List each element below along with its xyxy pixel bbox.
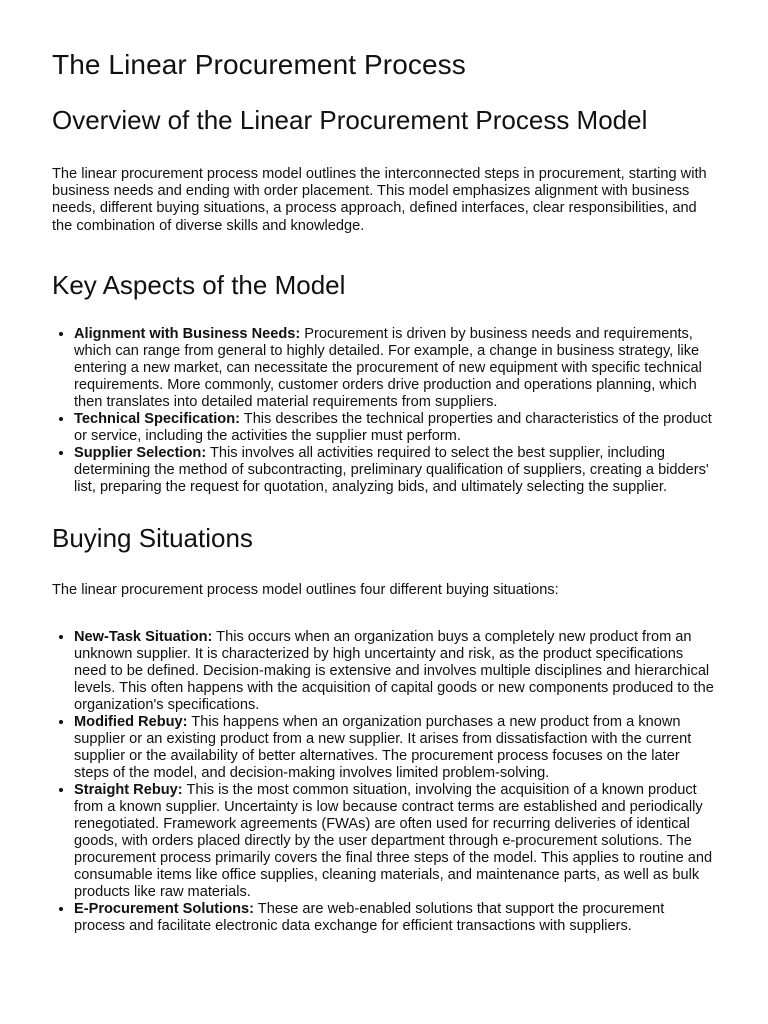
list-item-new-task <box>74 629 716 714</box>
list-item-term: Supplier Selection: <box>74 444 207 461</box>
list-item-text: This happens when an organization purchases a new product from a known supplier or an existing product from a new supplier. It arises from dissatisfaction with the current supplier or the availability of better alternatives. The procurement process focuses on the later steps of the model, and decision-making involves limited problem-solving. <box>74 714 692 782</box>
overview-paragraph: The linear procurement process model outlines the interconnected steps in procurement, starting with business needs and ending with order placement. This model emphasizes alignment with business needs, different buying situations, a process approach, defined interfaces, clear responsibilities, and the combination of diverse skills and knowledge. <box>52 166 707 234</box>
list-item-supplier-selection <box>74 445 716 496</box>
list-item-text: This involves all activities required to select the best supplier, including determining the method of subcontracting, preliminary qualification of suppliers, creating a bidders' list, preparing the request for quotation, analyzing bids, and ultimately selecting the supplier. <box>74 444 709 495</box>
list-item-straight-rebuy <box>74 782 716 901</box>
list-item-term: Technical Specification: <box>74 410 240 427</box>
list-item-modified-rebuy <box>74 714 716 782</box>
buying-situations-heading: Buying Situations <box>52 522 253 553</box>
list-item-term: New-Task Situation: <box>74 629 213 646</box>
list-item-alignment <box>74 326 716 411</box>
list-item-term: E-Procurement Solutions: <box>74 901 255 918</box>
list-item-technical-specification <box>74 411 716 445</box>
list-item-e-procurement <box>74 901 716 935</box>
list-item-text: This describes the technical properties and characteristics of the product or service, including the activities the supplier must perform. <box>74 410 712 444</box>
list-item-term: Straight Rebuy: <box>74 782 183 799</box>
buying-situations-intro: The linear procurement process model outlines four different buying situations: <box>52 581 559 598</box>
list-item-term: Alignment with Business Needs: <box>74 325 301 342</box>
list-item-text: Procurement is driven by business needs and requirements, which can range from general to highly detailed. For example, a change in business strategy, like entering a new market, can necessitate the procurement of new equipment with specific technical requirements. More commonly, customer orders drive production and operations planning, which then translates into detailed material requirements from suppliers. <box>74 325 702 410</box>
key-aspects-heading: Key Aspects of the Model <box>52 269 346 300</box>
key-aspects-list <box>52 326 716 496</box>
list-item-term: Modified Rebuy: <box>74 714 188 731</box>
list-item-text: These are web-enabled solutions that support the procurement process and facilitate electronic data exchange for efficient transactions with suppliers. <box>74 901 665 935</box>
list-item-text: This occurs when an organization buys a completely new product from an unknown supplier. It is characterized by high uncertainty and risk, as the product specifications need to be defined. Decision-making is extensive and involves multiple disciplines and hierarchical levels. This often happens with the acquisition of capital goods or new components produced to the organization's specifications. <box>74 629 714 714</box>
page-title: The Linear Procurement Process <box>52 49 466 80</box>
overview-heading: Overview of the Linear Procurement Process Model <box>52 105 648 135</box>
buying-situations-list <box>52 629 716 935</box>
list-item-text: This is the most common situation, involving the acquisition of a known product from a known supplier. Uncertainty is low because contract terms are established and periodically renegotiated. Framework agreements (FWAs) are often used for recurring deliveries of identical goods, with orders placed directly by the user department through e-procurement solutions. The procurement process primarily covers the final three steps of the model. This applies to routine and consumable items like office supplies, cleaning materials, and maintenance parts, as well as bulk products like raw materials. <box>74 782 713 901</box>
